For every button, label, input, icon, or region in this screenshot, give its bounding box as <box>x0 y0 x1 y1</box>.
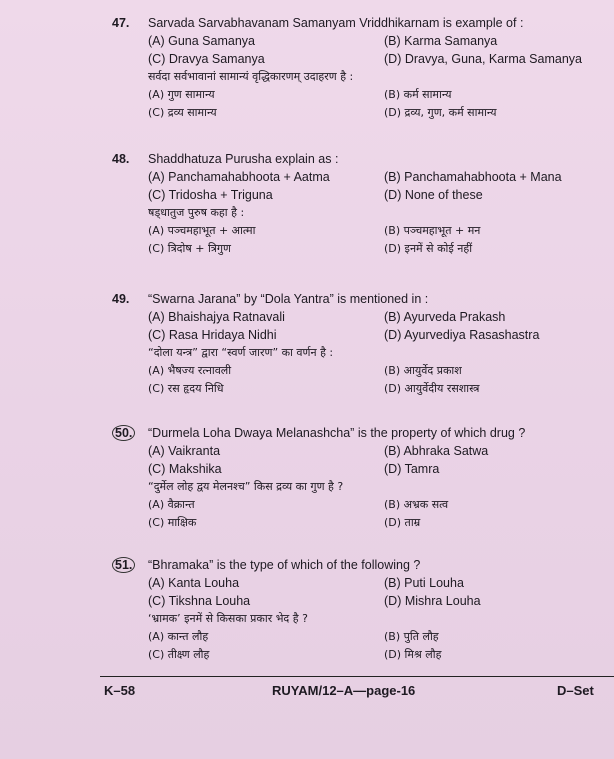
question-50 <box>112 424 602 532</box>
hindi-option-c: (C) द्रव्य सामान्य <box>148 106 217 119</box>
hindi-option-a: (A) कान्त लौह <box>148 630 209 643</box>
hindi-option-d: (D) द्रव्य, गुण, कर्म सामान्य <box>384 106 497 119</box>
hindi-option-a: (A) भैषज्य रत्नावली <box>148 364 232 377</box>
footer-page-code: K–58 <box>104 683 136 698</box>
hindi-option-d: (D) ताम्र <box>384 516 421 529</box>
question-49 <box>112 290 602 398</box>
option-c: (C) Tikshna Louha <box>148 594 251 608</box>
question-48 <box>112 150 602 258</box>
option-a: (A) Vaikranta <box>148 444 221 458</box>
question-51 <box>112 556 602 664</box>
option-c: (C) Dravya Samanya <box>148 52 265 66</box>
question-text: Shaddhatuza Purusha explain as : <box>148 152 339 166</box>
hindi-option-c: (C) तीक्ष्ण लौह <box>148 648 210 661</box>
question-number: 48. <box>112 152 130 166</box>
question-number: 47. <box>112 16 130 30</box>
hindi-option-c: (C) त्रिदोष + त्रिगुण <box>148 242 232 255</box>
hindi-option-b: (B) आयुर्वेद प्रकाश <box>384 364 462 377</box>
question-number: 51. <box>112 556 135 574</box>
option-a: (A) Bhaishajya Ratnavali <box>148 310 285 324</box>
hindi-option-d: (D) इनमें से कोई नहीं <box>384 242 473 255</box>
hindi-option-c: (C) माक्षिक <box>148 516 197 529</box>
hindi-question-text: षड्धातुज पुरुष कहा है : <box>148 206 245 219</box>
hindi-option-a: (A) पञ्चमहाभूत + आत्मा <box>148 224 256 237</box>
hindi-option-c: (C) रस हृदय निधि <box>148 382 224 395</box>
option-c: (C) Makshika <box>148 462 222 476</box>
question-text: “Durmela Loha Dwaya Melanashcha” is the property of which drug ? <box>148 426 526 440</box>
option-b: (B) Panchamahabhoota + Mana <box>384 170 562 184</box>
hindi-option-a: (A) गुण सामान्य <box>148 88 215 101</box>
footer-divider <box>100 676 614 677</box>
option-d: (D) Dravya, Guna, Karma Samanya <box>384 52 582 66</box>
hindi-option-b: (B) अभ्रक सत्व <box>384 498 449 511</box>
option-b: (B) Abhraka Satwa <box>384 444 489 458</box>
footer-set: D–Set <box>557 683 594 698</box>
option-d: (D) Ayurvediya Rasashastra <box>384 328 540 342</box>
option-b: (B) Karma Samanya <box>384 34 498 48</box>
option-a: (A) Guna Samanya <box>148 34 255 48</box>
option-a: (A) Kanta Louha <box>148 576 240 590</box>
hindi-question-text: सर्वदा सर्वभावानां सामान्यं वृद्धिकारणम् उदाहरण है : <box>148 70 354 83</box>
option-a: (A) Panchamahabhoota + Aatma <box>148 170 330 184</box>
hindi-option-a: (A) वैक्रान्त <box>148 498 195 511</box>
option-b: (B) Ayurveda Prakash <box>384 310 506 324</box>
hindi-question-text: ‘भ्रामक’ इनमें से किसका प्रकार भेद है ? <box>148 612 308 625</box>
hindi-option-b: (B) पुति लौह <box>384 630 439 643</box>
hindi-option-d: (D) मिश्र लौह <box>384 648 442 661</box>
hindi-question-text: “दुर्मेल लोह द्वय मेलनश्च” किस द्रव्य का गुण है ? <box>148 480 344 493</box>
hindi-question-text: “दोला यन्त्र” द्वारा “स्वर्ण जारण” का वर्णन है : <box>148 346 334 359</box>
question-text: “Bhramaka” is the type of which of the following ? <box>148 558 421 572</box>
question-text: “Swarna Jarana” by “Dola Yantra” is mentioned in : <box>148 292 429 306</box>
question-47 <box>112 14 602 122</box>
option-d: (D) Mishra Louha <box>384 594 481 608</box>
option-d: (D) Tamra <box>384 462 440 476</box>
question-number: 49. <box>112 292 130 306</box>
hindi-option-b: (B) कर्म सामान्य <box>384 88 452 101</box>
option-d: (D) None of these <box>384 188 483 202</box>
question-number: 50. <box>112 424 135 442</box>
option-b: (B) Puti Louha <box>384 576 464 590</box>
question-text: Sarvada Sarvabhavanam Samanyam Vriddhikarnam is example of : <box>148 16 524 30</box>
option-c: (C) Tridosha + Triguna <box>148 188 273 202</box>
footer-center-code: RUYAM/12–A—page-16 <box>272 683 416 698</box>
hindi-option-b: (B) पञ्चमहाभूत + मन <box>384 224 481 237</box>
hindi-option-d: (D) आयुर्वेदीय रसशास्त्र <box>384 382 480 395</box>
option-c: (C) Rasa Hridaya Nidhi <box>148 328 277 342</box>
